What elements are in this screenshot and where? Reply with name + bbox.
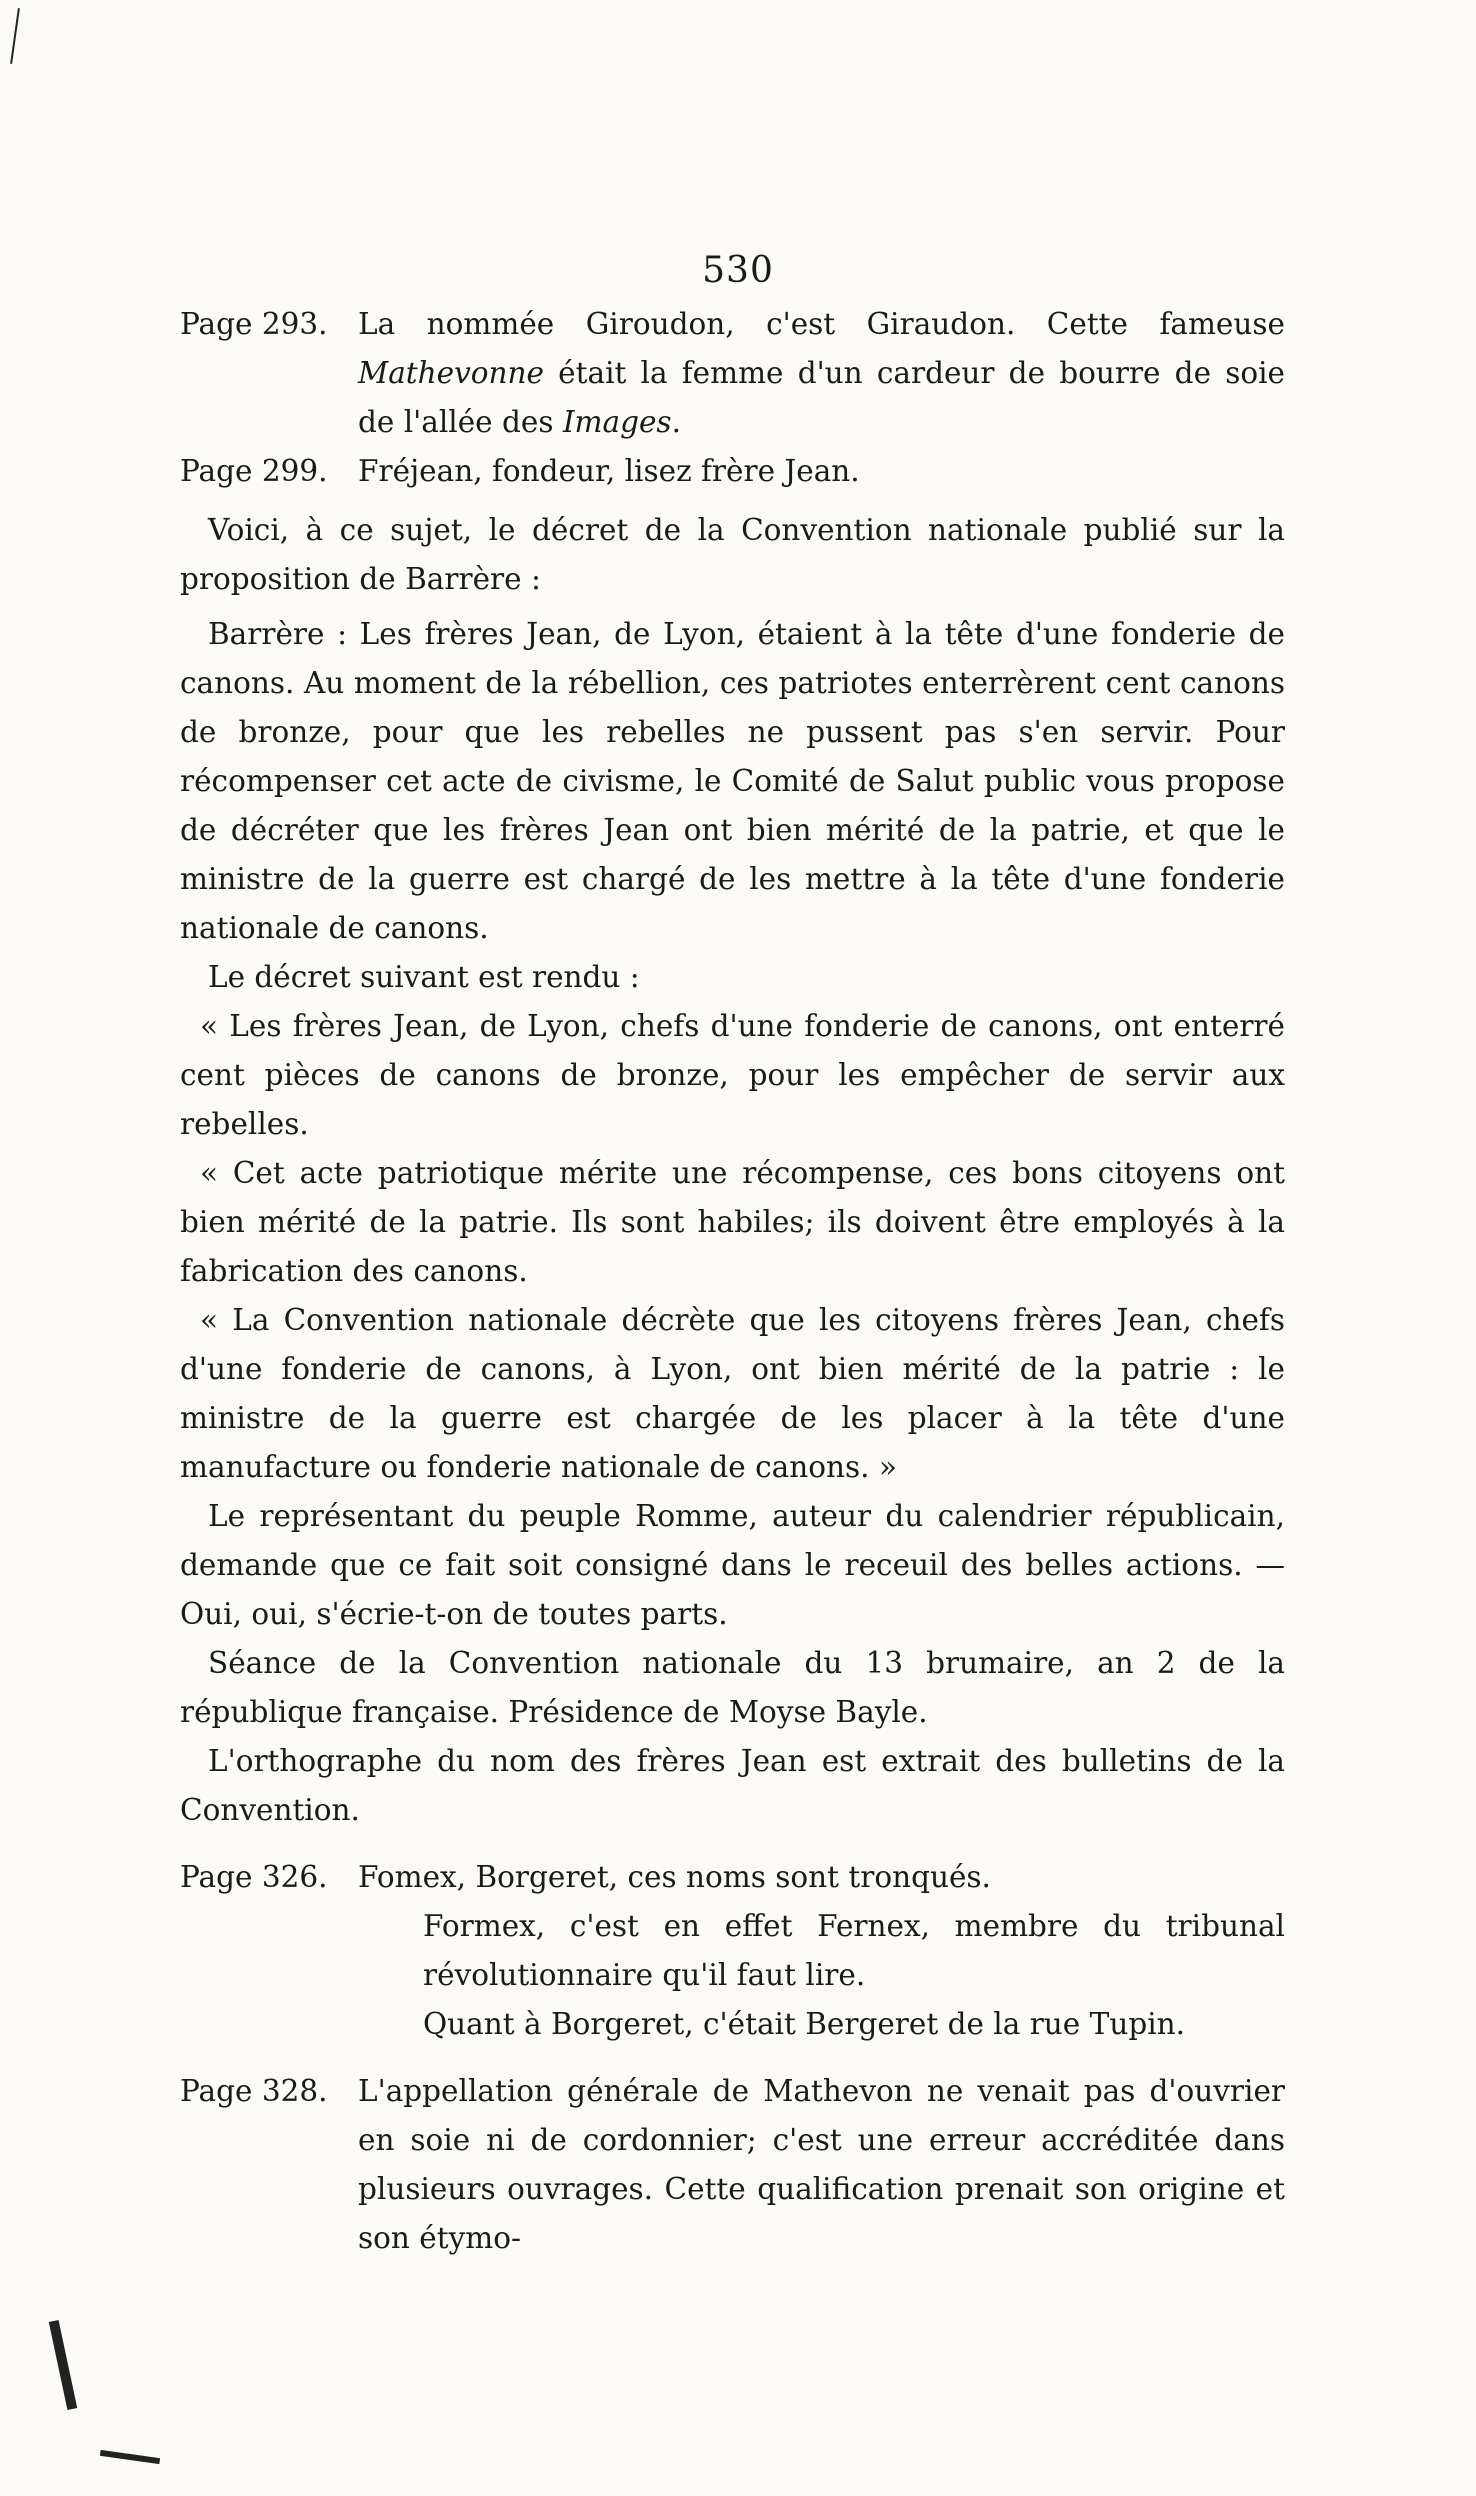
italic-name: Mathevonne	[358, 356, 544, 390]
paragraph: Le représentant du peuple Romme, auteur du calendrier républicain, demande que ce fait soit consigné dans le receuil des belles actions. — Oui, oui, s'écrie-t-on de toutes parts.	[180, 1499, 1285, 1631]
entry-label: Page 326.	[180, 1860, 328, 1894]
entry-body	[358, 2067, 1285, 2263]
entry-body	[358, 1853, 1285, 2049]
errata-entry-328	[180, 2067, 1285, 2263]
entry-text: L'appellation générale de Mathevon ne venait pas d'ouvrier en soie ni de cordonnier; c'est une erreur accréditée dans plusieurs ouvrages. Cette qualification prenait son origine et son étymo-	[358, 2074, 1285, 2255]
quote-paragraph: « La Convention nationale décrète que les citoyens frères Jean, chefs d'une fonderie de canons, à Lyon, ont bien mérité de la patrie : le ministre de la guerre est chargée de les placer à la tête d'une manufacture ou fonderie nationale de canons. »	[180, 1303, 1285, 1484]
errata-entry-293	[180, 300, 1285, 447]
entry-text: Fréjean, fondeur, lisez frère Jean.	[358, 454, 860, 488]
entry-text: La nommée Giroudon, c'est Giraudon. Cette fameuse Mathevonne était la femme d'un cardeur de bourre de soie de l'allée des Images.	[358, 307, 1285, 439]
scan-mark-bottom-arrow	[100, 2450, 160, 2464]
italic-place: Images	[562, 405, 672, 439]
entry-body	[358, 447, 1285, 496]
page-number: 530	[702, 250, 774, 291]
quote-paragraph: « Les frères Jean, de Lyon, chefs d'une fonderie de canons, ont enterré cent pièces de canons de bronze, pour les empêcher de servir aux rebelles.	[180, 1009, 1285, 1141]
page-text	[180, 300, 1285, 2263]
entry-text: Fomex, Borgeret, ces noms sont tronqués.	[358, 1860, 991, 1894]
entry-text: Quant à Borgeret, c'était Bergeret de la rue Tupin.	[423, 2007, 1186, 2041]
scan-mark-bottom-left	[49, 2320, 77, 2410]
entry-label: Page 328.	[180, 2074, 328, 2108]
entry-label: Page 299.	[180, 454, 328, 488]
paragraph: Voici, à ce sujet, le décret de la Convention nationale publié sur la proposition de Barrère :	[180, 513, 1285, 596]
paragraph: Le décret suivant est rendu :	[208, 960, 640, 994]
quote-paragraph: « Cet acte patriotique mérite une récompense, ces bons citoyens ont bien mérité de la patrie. Ils sont habiles; ils doivent être employés à la fabrication des canons.	[180, 1156, 1285, 1288]
entry-label: Page 293.	[180, 307, 328, 341]
errata-entry-299	[180, 447, 1285, 496]
paragraph: L'orthographe du nom des frères Jean est extrait des bulletins de la Convention.	[180, 1744, 1285, 1827]
scan-mark-top-left	[10, 8, 20, 64]
entry-text: Formex, c'est en effet Fernex, membre du tribunal révolutionnaire qu'il faut lire.	[423, 1909, 1285, 1992]
paragraph: Barrère : Les frères Jean, de Lyon, étaient à la tête d'une fonderie de canons. Au moment de la rébellion, ces patriotes enterrèrent cent canons de bronze, pour que les rebelles ne pussent pas s'en servir. Pour récompenser cet acte de civisme, le Comité de Salut public vous propose de décréter que les frères Jean ont bien mérité de la patrie, et que le ministre de la guerre est chargé de les mettre à la tête d'une fonderie nationale de canons.	[180, 617, 1285, 945]
paragraph: Séance de la Convention nationale du 13 brumaire, an 2 de la république française. Présidence de Moyse Bayle.	[180, 1646, 1285, 1729]
errata-entry-326	[180, 1853, 1285, 2049]
entry-body	[358, 300, 1285, 447]
